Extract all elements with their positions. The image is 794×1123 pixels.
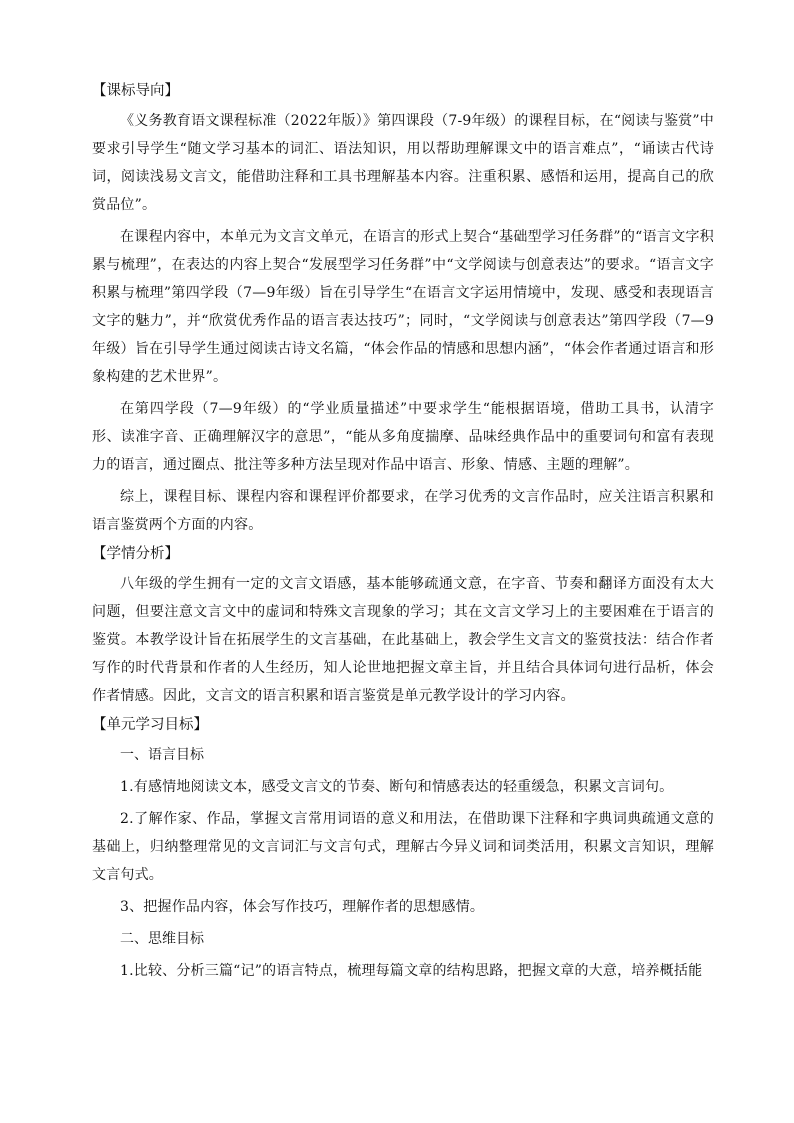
goal-item: 3、把握作品内容，体会写作技巧，理解作者的思想感情。 bbox=[120, 899, 485, 915]
document-page bbox=[92, 78, 714, 985]
section-heading-analysis: 【学情分析】 bbox=[92, 546, 179, 562]
subheading-language-goals: 一、语言目标 bbox=[120, 747, 204, 763]
goal-item: 1.比较、分析三篇“记”的语言特点，梳理每篇文章的结构思路，把握文章的大意，培养概括能 bbox=[120, 963, 703, 979]
section-heading-goals: 【单元学习目标】 bbox=[92, 717, 208, 733]
section-heading-curriculum: 【课标导向】 bbox=[92, 83, 179, 99]
paragraph: 在第四学段（7—9年级）的“学业质量描述”中要求学生“能根据语境，借助工具书，认清字形、读准字音、正确理解汉字的意思”，“能从多角度揣摩、品味经典作品中的重要词句和富有表现力的语言，通过圈点、批注等多种方法呈现对作品中语言、形象、情感、主题的理解”。 bbox=[92, 401, 714, 473]
goal-item: 1.有感情地阅读文本，感受文言文的节奏、断句和情感表达的轻重缓急，积累文言词句。 bbox=[120, 779, 674, 795]
paragraph: 《义务教育语文课程标准（2022年版）》第四课段（7-9年级）的课程目标，在“阅读与鉴赏”中要求引导学生“随文学习基本的词汇、语法知识，用以帮助理解课文中的语言难点”，“诵读古代诗词，阅读浅易文言文，能借助注释和工具书理解基本内容。注重积累、感悟和运用，提高自己的欣赏品位”。 bbox=[92, 113, 714, 213]
goal-item: 2.了解作家、作品，掌握文言常用词语的意义和用法，在借助课下注释和字典词典疏通文意的基础上，归纳整理常见的文言词汇与文言句式，理解古今异义词和词类活用，积累文言知识，理解文言句式。 bbox=[92, 811, 714, 883]
paragraph: 八年级的学生拥有一定的文言文语感，基本能够疏通文意，在字音、节奏和翻译方面没有太大问题，但要注意文言文中的虚词和特殊文言现象的学习；其在文言文学习上的主要困难在于语言的鉴赏。本教学设计旨在拓展学生的文言基础，在此基础上，教会学生文言文的鉴赏技法：结合作者写作的时代背景和作者的人生经历，知人论世地把握文章主旨，并且结合具体词句进行品析，体会作者情感。因此，文言文的语言积累和语言鉴赏是单元教学设计的学习内容。 bbox=[92, 576, 714, 704]
subheading-thinking-goals: 二、思维目标 bbox=[120, 931, 204, 947]
paragraph: 综上，课程目标、课程内容和课程评价都要求，在学习优秀的文言作品时，应关注语言积累和语言鉴赏两个方面的内容。 bbox=[92, 489, 714, 533]
paragraph: 在课程内容中，本单元为文言文单元，在语言的形式上契合“基础型学习任务群”的“语言文字积累与梳理”，在表达的内容上契合“发展型学习任务群”中“文学阅读与创意表达”的要求。“语言文字积累与梳理”第四学段（7—9年级）旨在引导学生“在语言文字运用情境中，发现、感受和表现语言文字的魅力”，并“欣赏优秀作品的语言表达技巧”；同时，“文学阅读与创意表达”第四学段（7—9年级）旨在引导学生通过阅读古诗文名篇，“体会作品的情感和思想内涵”，“体会作者通过语言和形象构建的艺术世界”。 bbox=[92, 229, 714, 385]
